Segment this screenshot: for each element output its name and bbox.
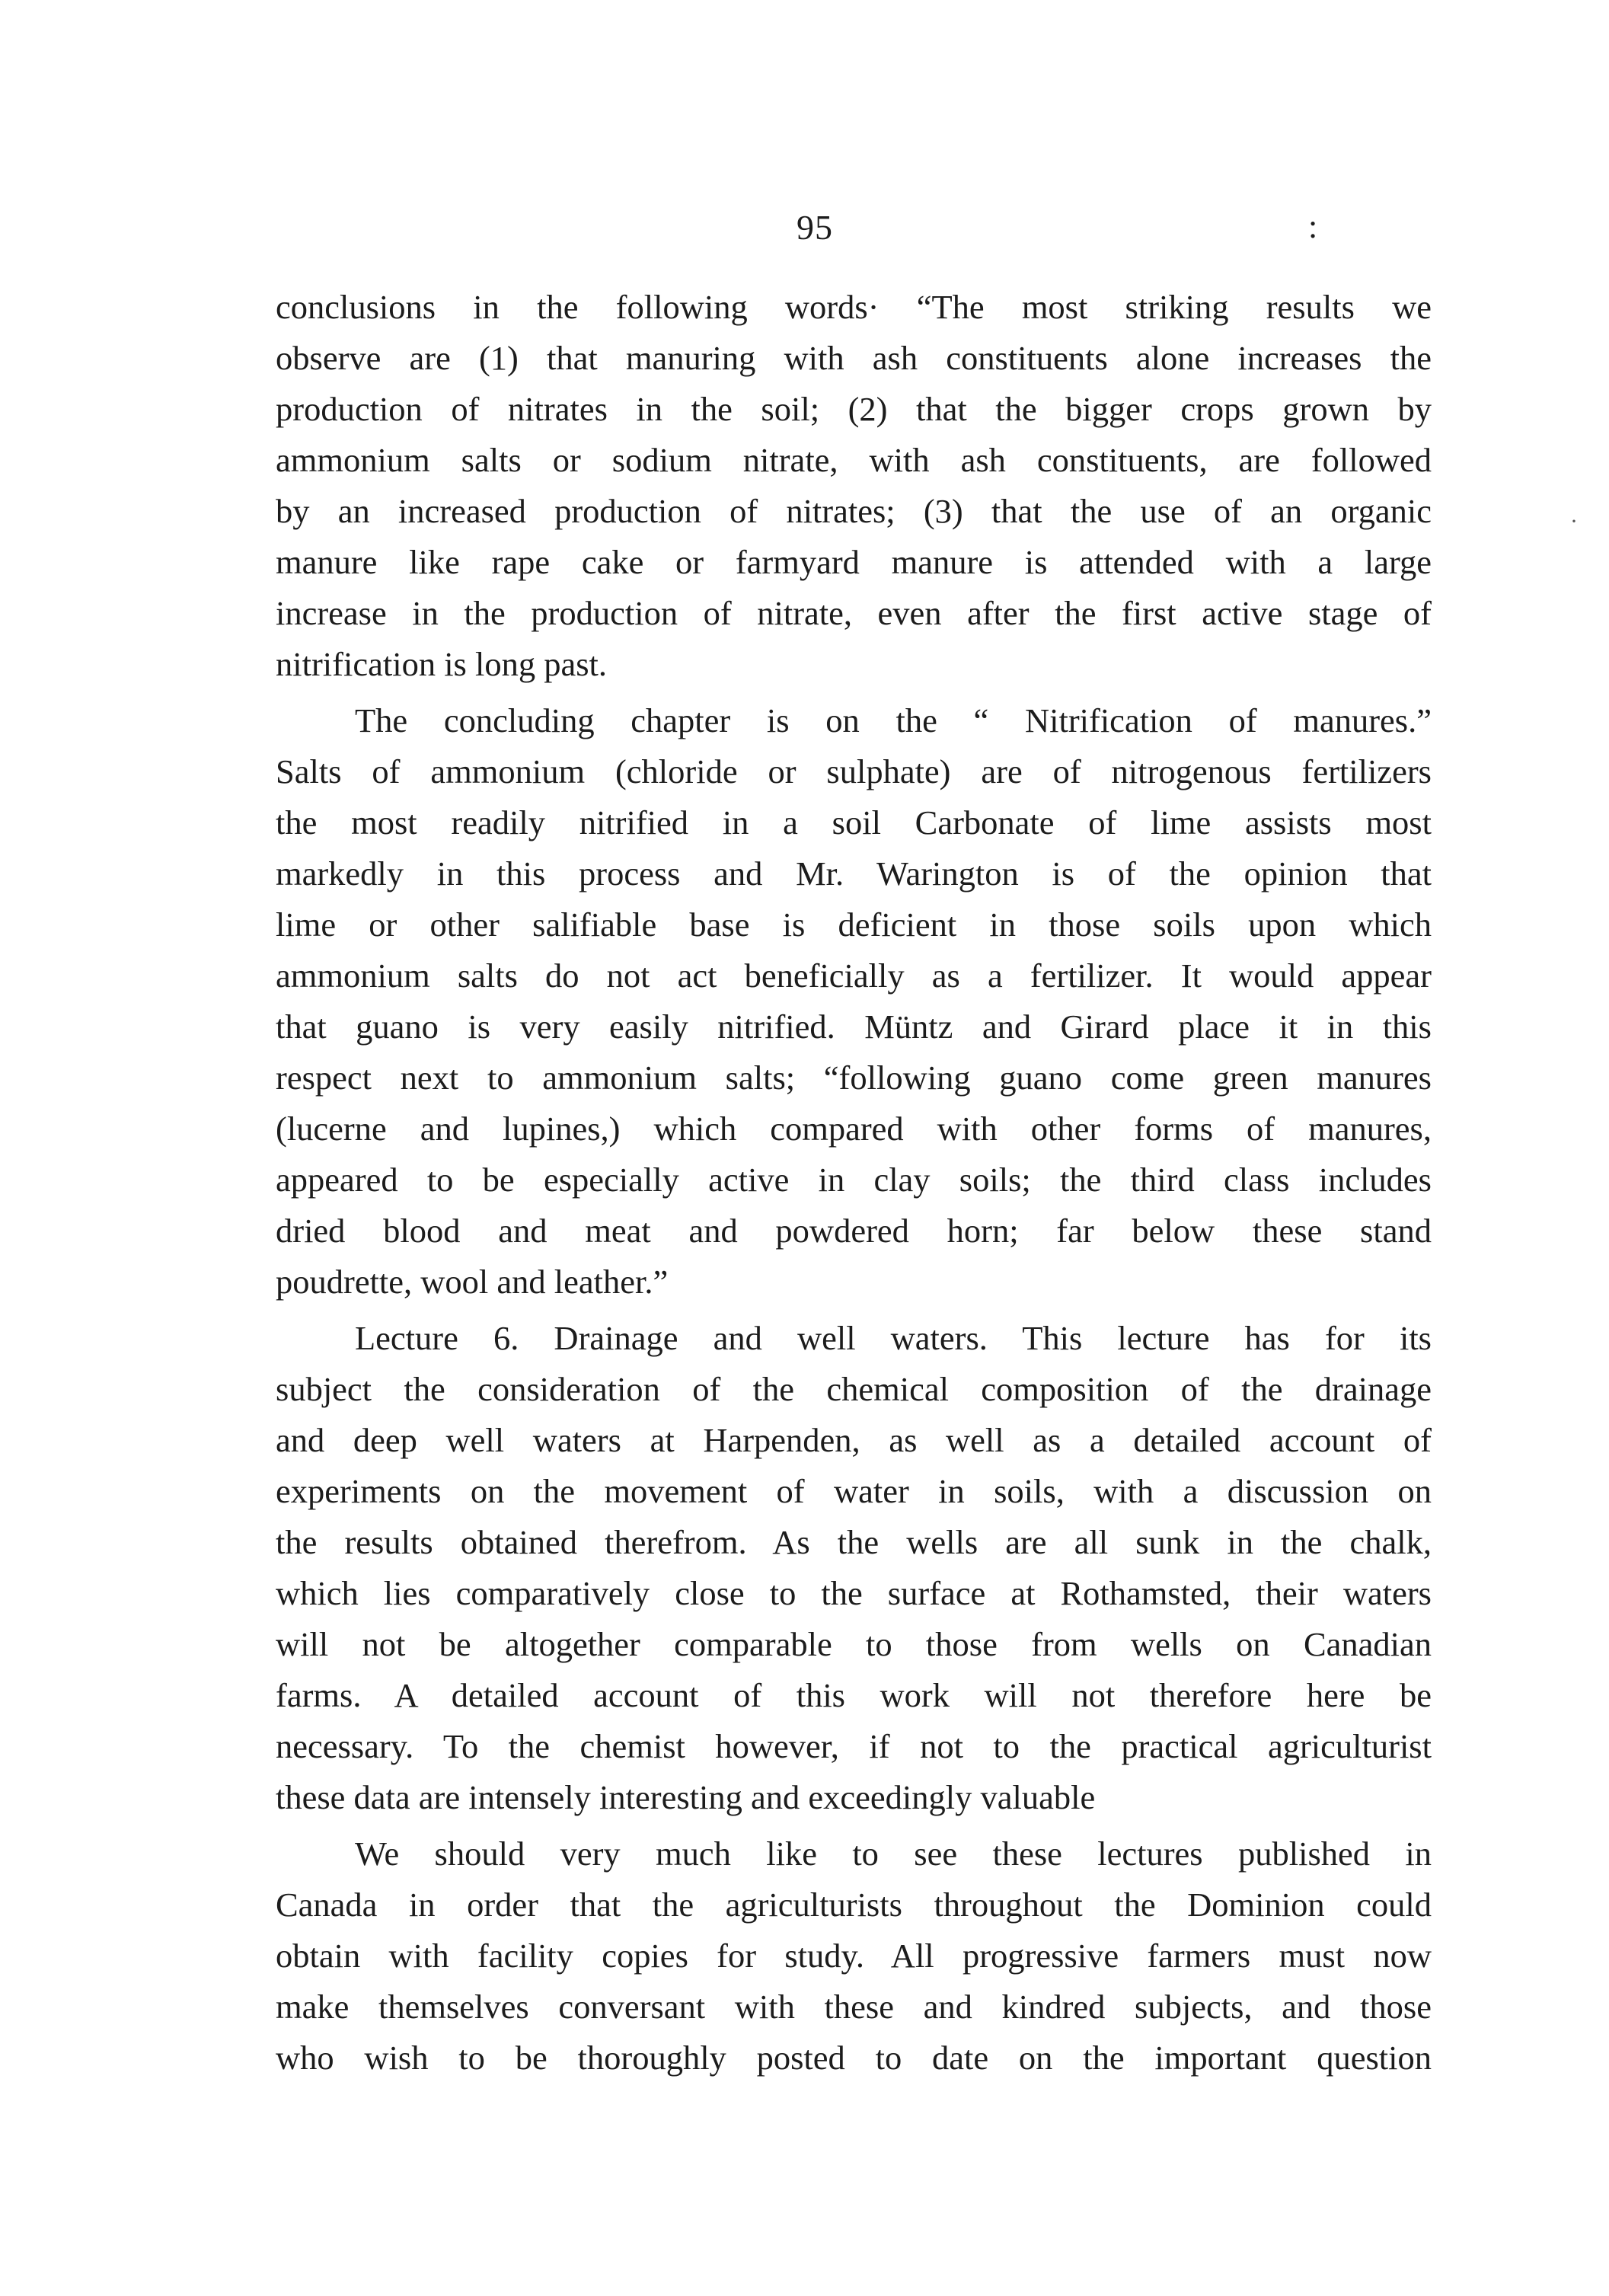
text-line: and deep well waters at Harpenden, as well as a detailed account of [276, 1421, 1432, 1459]
text-line: will not be altogether comparable to those from wells on Canadian [276, 1625, 1432, 1663]
text-line: Lecture 6. Drainage and well waters. This lecture has for its [355, 1319, 1432, 1357]
text-line: the results obtained therefrom. As the wells are all sunk in the chalk, [276, 1523, 1432, 1561]
text-line: obtain with facility copies for study. All progressive farmers must now [276, 1937, 1432, 1975]
text-line: production of nitrates in the soil; (2) that the bigger crops grown by [276, 390, 1432, 428]
stray-mark: : [1308, 208, 1318, 245]
text-line: increase in the production of nitrate, even after the first active stage of [276, 594, 1432, 632]
text-line: the most readily nitrified in a soil Carbonate of lime assists most [276, 803, 1432, 841]
text-line: Canada in order that the agriculturists throughout the Dominion could [276, 1886, 1432, 1924]
text-line: experiments on the movement of water in soils, with a discussion on [276, 1472, 1432, 1510]
text-line: ammonium salts do not act beneficially as a fertilizer. It would appear [276, 956, 1432, 995]
text-line: which lies comparatively close to the surface at Rothamsted, their waters [276, 1574, 1432, 1612]
text-line: ammonium salts or sodium nitrate, with ash constituents, are followed [276, 441, 1432, 479]
text-line: manure like rape cake or farmyard manure is attended with a large [276, 543, 1432, 581]
page-number: 95 [797, 208, 833, 247]
text-line: nitrification is long past. [276, 645, 608, 683]
paragraph-2 [276, 695, 1432, 1308]
paragraph-4 [276, 1828, 1432, 2084]
text-line: poudrette, wool and leather.” [276, 1263, 669, 1301]
text-line: farms. A detailed account of this work will not therefore here be [276, 1676, 1432, 1714]
text-line: make themselves conversant with these and kindred subjects, and those [276, 1988, 1432, 2026]
text-line: (lucerne and lupines,) which compared with other forms of manures, [276, 1110, 1432, 1148]
text-line: subject the consideration of the chemical composition of the drainage [276, 1370, 1432, 1408]
body-text [276, 282, 1432, 2084]
text-line: appeared to be especially active in clay soils; the third class includes [276, 1161, 1432, 1199]
text-line: markedly in this process and Mr. Warington is of the opinion that [276, 854, 1432, 893]
text-line: Salts of ammonium (chloride or sulphate) are of nitrogenous fertilizers [276, 752, 1432, 790]
text-line: observe are (1) that manuring with ash constituents alone increases the [276, 339, 1432, 377]
text-line: necessary. To the chemist however, if not to the practical agriculturist [276, 1727, 1432, 1765]
text-line: by an increased production of nitrates; (3) that the use of an organic [276, 492, 1432, 530]
text-line: We should very much like to see these lectures published in [355, 1835, 1432, 1873]
text-line: lime or other salifiable base is deficient in those soils upon which [276, 905, 1432, 944]
text-line: dried blood and meat and powdered horn; far below these stand [276, 1212, 1432, 1250]
paragraph-3 [276, 1313, 1432, 1823]
text-line: conclusions in the following words· “The most striking results we [276, 288, 1432, 326]
text-line: who wish to be thoroughly posted to date on the important question [276, 2039, 1432, 2077]
text-line: these data are intensely interesting and exceedingly valuable [276, 1778, 1096, 1816]
text-line: respect next to ammonium salts; “following guano come green manures [276, 1059, 1432, 1097]
margin-mark: · [1570, 509, 1578, 534]
text-line: The concluding chapter is on the “ Nitrification of manures.” [355, 701, 1432, 739]
text-line: that guano is very easily nitrified. Müntz and Girard place it in this [276, 1007, 1432, 1046]
paragraph-1 [276, 282, 1432, 690]
